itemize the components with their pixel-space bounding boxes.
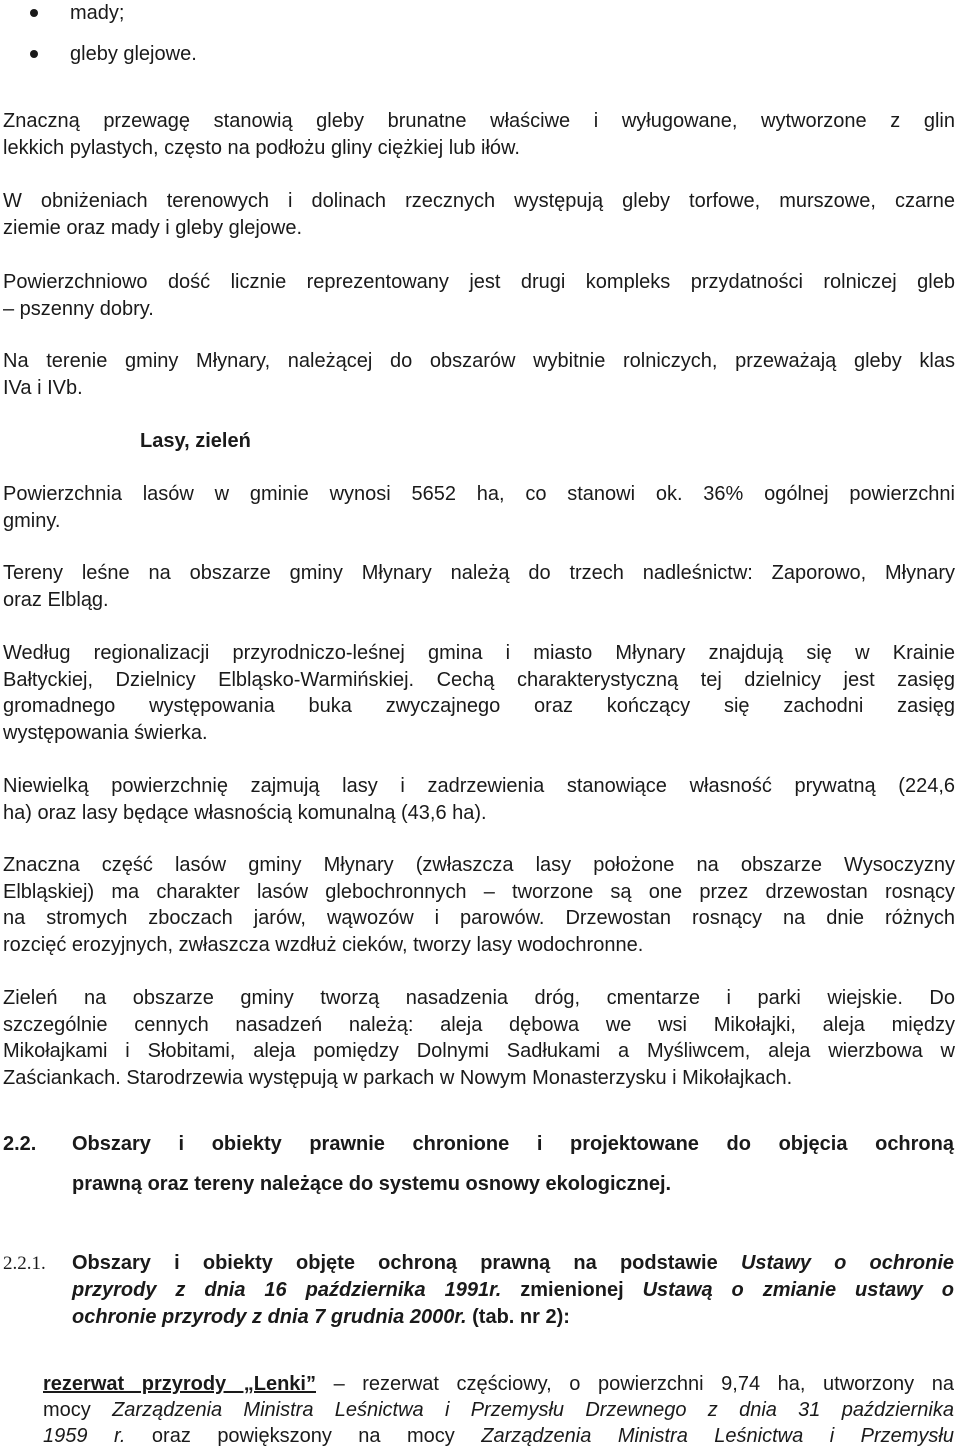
paragraph-reserve-lenki bbox=[43, 1371, 954, 1449]
act-name: przyrody z dnia 16 października 1991r. bbox=[72, 1279, 502, 1301]
list-item-text: mady; bbox=[70, 2, 125, 24]
paragraph-complex bbox=[3, 269, 955, 322]
reserve-name: rezerwat przyrody „Lenki” bbox=[43, 1373, 316, 1395]
subsection-title-line bbox=[72, 1250, 954, 1277]
section-title-line: Obszary i obiekty prawnie chronione i projektowane do objęcia ochroną bbox=[72, 1133, 954, 1155]
paragraph-line: Według regionalizacji przyrodniczo-leśnej gmina i miasto Młynary znajdują się w Krainie bbox=[3, 642, 955, 664]
section-title bbox=[72, 1131, 954, 1157]
title-text: zmienionej bbox=[501, 1279, 643, 1301]
paragraph-line: Niewielką powierzchnię zajmują lasy i zadrzewienia stanowiące własność prywatną (224,6 bbox=[3, 775, 955, 797]
paragraph-soil-classes bbox=[3, 348, 955, 401]
subsection-title-line bbox=[72, 1277, 954, 1304]
regulation-name: Zarządzenia Ministra Leśnictwa i Przemysłu bbox=[481, 1425, 954, 1447]
paragraph-forest-area bbox=[3, 481, 955, 534]
subsection-number: 2.2.1. bbox=[3, 1253, 46, 1274]
paragraph-line: gminy. bbox=[3, 509, 61, 532]
list-item-text: gleby glejowe. bbox=[70, 43, 197, 65]
act-name: Ustawą o zmianie ustawy o bbox=[642, 1279, 954, 1301]
paragraph-line: Elbląskiej) ma charakter lasów glebochronnych – tworzone są one przez drzewostan rosnący bbox=[3, 880, 955, 903]
regulation-name: 1959 r. bbox=[43, 1425, 126, 1447]
paragraph-private-forests bbox=[3, 773, 955, 826]
section-heading: Lasy, zieleń bbox=[140, 430, 251, 452]
paragraph-line: Powierzchniowo dość licznie reprezentowany jest drugi kompleks przydatności rolniczej gleb bbox=[3, 271, 955, 293]
paragraph-line bbox=[43, 1397, 954, 1423]
paragraph-line: IVa i IVb. bbox=[3, 376, 83, 399]
title-text: Obszary i obiekty objęte ochroną prawną na podstawie bbox=[72, 1252, 741, 1274]
paragraph-greenery bbox=[3, 985, 955, 1091]
section-number: 2.2. bbox=[3, 1133, 37, 1155]
paragraph-line: gromadnego występowania buka zwyczajnego oraz kończący się zachodni zasięg bbox=[3, 695, 955, 717]
paragraph-line: na stromych zboczach jarów, wąwozów i parowów. Drzewostan rosnący na dnie różnych bbox=[3, 907, 955, 929]
paragraph-soil-types bbox=[3, 108, 955, 161]
paragraph-line: rozcięć erozyjnych, zwłaszcza wzdłuż cieków, tworzy lasy wodochronne. bbox=[3, 933, 644, 956]
act-name: ochronie przyrody z dnia 7 grudnia 2000r. bbox=[72, 1306, 467, 1328]
paragraph-protective-forests bbox=[3, 852, 955, 958]
paragraph-line: oraz Elbląg. bbox=[3, 588, 109, 611]
paragraph-line: – pszenny dobry. bbox=[3, 297, 154, 320]
paragraph-line: Powierzchnia lasów w gminie wynosi 5652 ha, co stanowi ok. 36% ogólnej powierzchni bbox=[3, 483, 955, 505]
subsection-title-line bbox=[72, 1304, 954, 1331]
paragraph-text: – rezerwat częściowy, o powierzchni 9,74 ha, utworzony na bbox=[316, 1373, 954, 1395]
paragraph-line: ha) oraz lasy będące własnością komunalną (43,6 ha). bbox=[3, 801, 487, 824]
paragraph-text: mocy bbox=[43, 1399, 113, 1421]
paragraph-line: Znaczną przewagę stanowią gleby brunatne właściwe i wyługowane, wytworzone z glin bbox=[3, 110, 955, 132]
paragraph-text: oraz powiększony na mocy bbox=[125, 1425, 482, 1447]
section-title-continued: prawną oraz tereny należące do systemu osnowy ekologicznej. bbox=[72, 1173, 672, 1195]
title-text: (tab. nr 2): bbox=[466, 1306, 570, 1328]
paragraph-line: Tereny leśne na obszarze gminy Młynary należą do trzech nadleśnictw: Zaporowo, Młynary bbox=[3, 562, 955, 584]
paragraph-line bbox=[43, 1371, 954, 1397]
paragraph-line: lekkich pylastych, często na podłożu gliny ciężkiej lub iłów. bbox=[3, 136, 520, 159]
paragraph-line: Mikołajkami i Słobitami, aleja pomiędzy Dolnymi Sadłukami a Myśliwcem, aleja wierzbowa w bbox=[3, 1040, 955, 1062]
paragraph-line: występowania świerka. bbox=[3, 721, 208, 744]
act-name: Ustawy o ochronie bbox=[740, 1252, 955, 1274]
paragraph-line: Na terenie gminy Młynary, należącej do obszarów wybitnie rolniczych, przeważają gleby klas bbox=[3, 350, 955, 372]
bullet-icon bbox=[30, 50, 38, 58]
bullet-icon bbox=[30, 9, 38, 17]
paragraph-lowlands bbox=[3, 188, 955, 241]
paragraph-line: Zaściankach. Starodrzewia występują w parkach w Nowym Monasterzysku i Mikołajkach. bbox=[3, 1066, 793, 1089]
paragraph-regionalization bbox=[3, 640, 955, 746]
paragraph-line: szczególnie cennych nasadzeń należą: aleja dębowa we wsi Mikołajki, aleja między bbox=[3, 1013, 955, 1036]
subsection-title bbox=[72, 1250, 954, 1331]
paragraph-line bbox=[43, 1423, 954, 1449]
paragraph-line: W obniżeniach terenowych i dolinach rzecznych występują gleby torfowe, murszowe, czarne bbox=[3, 190, 955, 212]
paragraph-line: ziemie oraz mady i gleby glejowe. bbox=[3, 216, 303, 239]
regulation-name: Zarządzenia Ministra Leśnictwa i Przemysłu Drzewnego z dnia 31 października bbox=[112, 1399, 954, 1421]
paragraph-line: Bałtyckiej, Dzielnicy Elbląsko-Warmińskiej. Cechą charakterystyczną tej dzielnicy jest zasięg bbox=[3, 668, 955, 691]
paragraph-line: Znaczna część lasów gminy Młynary (zwłaszcza lasy położone na obszarze Wysoczyzny bbox=[3, 854, 955, 876]
paragraph-forest-districts bbox=[3, 560, 955, 613]
paragraph-line: Zieleń na obszarze gminy tworzą nasadzenia dróg, cmentarze i parki wiejskie. Do bbox=[3, 987, 955, 1009]
